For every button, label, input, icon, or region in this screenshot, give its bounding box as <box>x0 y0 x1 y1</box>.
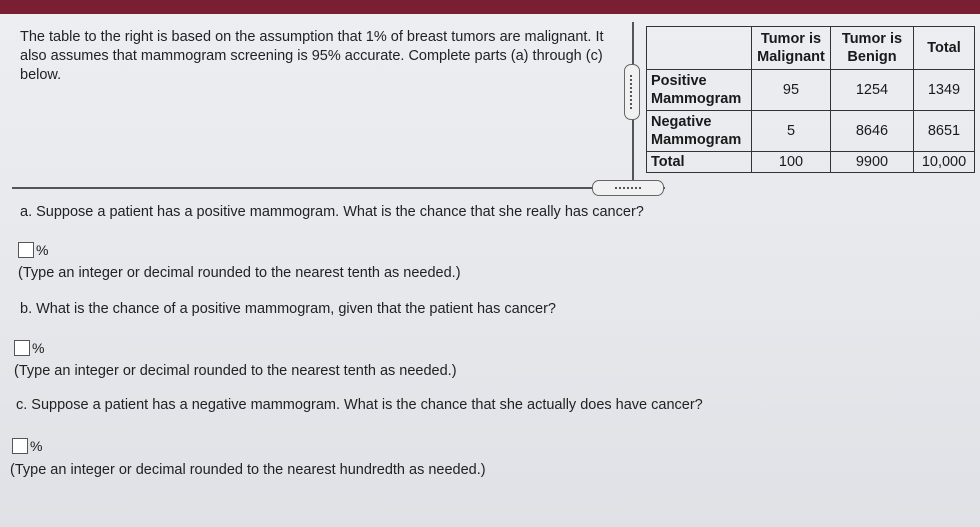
question-c: c. Suppose a patient has a negative mammogram. What is the chance that she actually does have cancer? <box>16 397 703 413</box>
intro-text: The table to the right is based on the assumption that 1% of breast tumors are malignant. It also assumes that mammogram screening is 95% accurate. Complete parts (a) through (c) below. <box>20 29 604 83</box>
cell-malignant: 95 <box>752 70 831 111</box>
answer-c <box>12 438 42 454</box>
table-header-malignant: Tumor is Malignant <box>752 27 831 70</box>
question-a: a. Suppose a patient has a positive mammogram. What is the chance that she really has cancer? <box>20 204 644 220</box>
table-header-empty <box>647 27 752 70</box>
top-bar <box>0 0 980 14</box>
cell-total: 8651 <box>914 111 975 152</box>
table-row <box>647 152 975 173</box>
question-b: b. What is the chance of a positive mammogram, given that the patient has cancer? <box>20 301 556 317</box>
row-label: Negative Mammogram <box>647 111 752 152</box>
answer-a-unit: % <box>36 242 49 258</box>
cell-benign: 9900 <box>831 152 914 173</box>
table-header-total: Total <box>914 27 975 70</box>
panel-divider-horizontal <box>12 187 665 189</box>
resize-handle-horizontal[interactable] <box>592 180 664 196</box>
table-header-benign: Tumor is Benign <box>831 27 914 70</box>
row-label: Positive Mammogram <box>647 70 752 111</box>
answer-c-input[interactable] <box>12 438 28 454</box>
table-header-row <box>647 27 975 70</box>
table-row <box>647 111 975 152</box>
resize-handle-vertical[interactable] <box>624 64 640 120</box>
cell-benign: 1254 <box>831 70 914 111</box>
answer-a <box>18 242 48 258</box>
row-label: Total <box>647 152 752 173</box>
answer-b-input[interactable] <box>14 340 30 356</box>
answer-a-input[interactable] <box>18 242 34 258</box>
hint-a: (Type an integer or decimal rounded to the nearest tenth as needed.) <box>18 265 461 281</box>
grip-icon <box>630 75 634 109</box>
grip-icon <box>615 187 641 189</box>
table-row <box>647 70 975 111</box>
hint-b: (Type an integer or decimal rounded to the nearest tenth as needed.) <box>14 363 457 379</box>
cell-malignant: 100 <box>752 152 831 173</box>
mammogram-table <box>646 26 975 173</box>
answer-b <box>14 340 44 356</box>
cell-total: 1349 <box>914 70 975 111</box>
cell-malignant: 5 <box>752 111 831 152</box>
hint-c: (Type an integer or decimal rounded to the nearest hundredth as needed.) <box>10 462 486 478</box>
answer-b-unit: % <box>32 340 45 356</box>
cell-total: 10,000 <box>914 152 975 173</box>
answer-c-unit: % <box>30 438 43 454</box>
cell-benign: 8646 <box>831 111 914 152</box>
